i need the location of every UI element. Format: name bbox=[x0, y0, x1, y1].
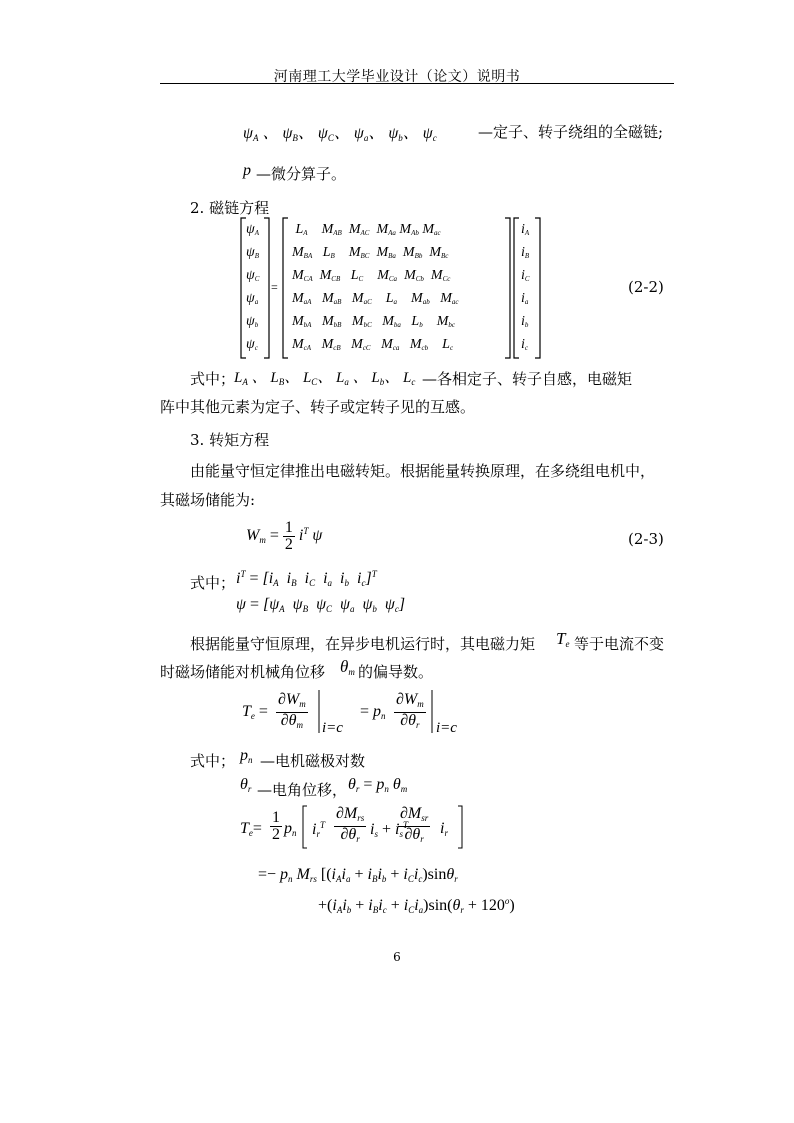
flux-definition: —定子、转子绕组的全磁链; bbox=[478, 123, 664, 141]
elec-angle-symbol: $\theta_r$ bbox=[240, 776, 252, 794]
torque-paragraph-line2a: 时磁场储能对机械角位移 bbox=[160, 663, 326, 681]
page-header: 河南理工大学毕业设计（论文）说明书 bbox=[273, 69, 521, 85]
section-heading-torque-equation: 3. 转矩方程 bbox=[190, 431, 270, 449]
energy-paragraph-line2: 其磁场储能为: bbox=[160, 491, 256, 509]
torque-paragraph-line1a: 根据能量守恒原理，在异步电机运行时，其电磁力矩 bbox=[190, 635, 536, 653]
flux-symbols: $\psi_A$ 、 $\psi_B$、 $\psi_C$、 $\psi_a$、 $\psi_b$、 $\psi_c$ bbox=[243, 125, 437, 143]
pn-definition-label: 式中； bbox=[190, 752, 236, 770]
mech-angle-symbol: $\theta_m$ bbox=[340, 657, 355, 677]
equation-number-2-3: (2-3) bbox=[628, 530, 664, 548]
torque-symbol: $T_e$ bbox=[556, 629, 570, 649]
matrix-explanation-line1: —各相定子、转子自感，电磁矩 bbox=[422, 370, 633, 388]
energy-equation: $W_m$ = $\frac{1}{2}$ $i^T$ ψ bbox=[246, 519, 323, 553]
torque-paragraph-line2b: 的偏导数。 bbox=[358, 663, 434, 681]
theta-relation: $\theta_r = p_n$ $\theta_m$ bbox=[348, 776, 408, 794]
pn-definition: —电机磁极对数 bbox=[260, 752, 366, 770]
pole-pairs-symbol: $p_n$ bbox=[240, 747, 253, 765]
torque-paragraph-line1b: 等于电流不变 bbox=[574, 635, 665, 653]
matrix-explanation-label: 式中； bbox=[190, 370, 236, 388]
page-number: 6 bbox=[393, 950, 401, 964]
vector-definition-label: 式中； bbox=[190, 574, 236, 592]
equation-number-2-2: (2-2) bbox=[628, 278, 664, 296]
current-vector-transpose: $i^T = [i_A$ $i_B$ $i_C$ $i_a$ $i_b$ $i_c]^T$ bbox=[236, 569, 377, 588]
self-inductance-symbols: $L_A$ 、 $L_B$、 $L_C$、 $L_a$ 、 $L_b$、 $L_c$ bbox=[234, 370, 416, 387]
p-definition: —微分算子。 bbox=[256, 165, 347, 183]
matrix-explanation-line2: 阵中其他元素为定子、转子或定转子见的互感。 bbox=[160, 398, 476, 416]
p-symbol: p bbox=[243, 162, 251, 179]
section-heading-flux-equation: 2. 磁链方程 bbox=[190, 199, 270, 217]
energy-paragraph-line1: 由能量守恒定律推出电磁转矩。根据能量转换原理，在多绕组电机中， bbox=[190, 462, 656, 480]
theta-definition: —电角位移， bbox=[257, 781, 348, 799]
flux-vector: $\psi = [\psi_A$ $\psi_B$ $\psi_C$ $\psi_a$ $\psi_b$ $\psi_c$] bbox=[236, 596, 406, 614]
